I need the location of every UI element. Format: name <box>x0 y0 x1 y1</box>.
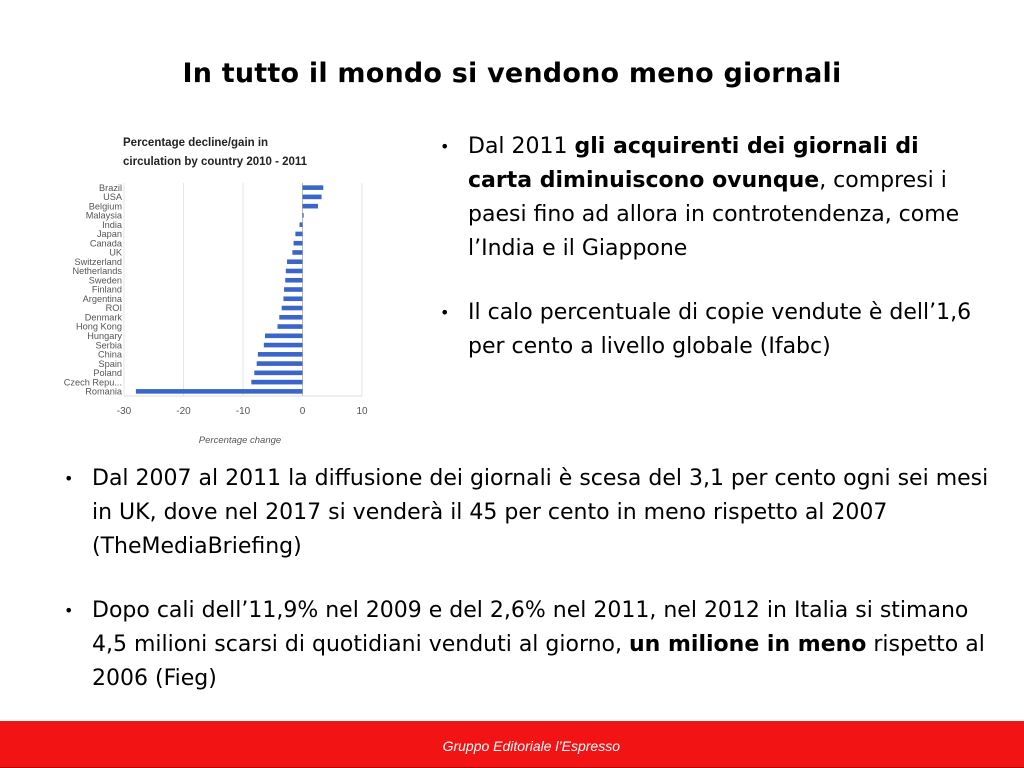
chart-tick-label: -10 <box>235 406 251 417</box>
chart-tick-label: 0 <box>299 406 306 417</box>
chart-bar <box>294 241 303 246</box>
slide-title: In tutto il mondo si vendono meno giornali <box>182 58 842 89</box>
bullet-marker: • <box>440 303 450 322</box>
chart-title-line: circulation by country 2010 - 2011 <box>123 156 308 168</box>
chart-bar <box>254 371 302 376</box>
right-bullet-list <box>440 130 988 394</box>
chart-bar <box>279 315 302 320</box>
chart-tick-label: 10 <box>356 406 368 417</box>
chart-tick-labels <box>117 406 368 417</box>
bullet-item <box>64 462 992 564</box>
bullet-item <box>64 594 992 696</box>
circulation-bar-chart <box>50 128 390 450</box>
bullet-item <box>440 130 988 266</box>
chart-bar <box>303 195 322 200</box>
chart-bar <box>136 389 303 394</box>
chart-bar <box>284 287 302 292</box>
bullet-marker: • <box>64 601 74 620</box>
chart-category-label: Switzerland <box>74 256 122 267</box>
chart-category-label: Malaysia <box>85 210 122 221</box>
chart-category-label: ROI <box>105 303 122 314</box>
chart-category-label: Brazil <box>99 182 122 193</box>
chart-title-line: Percentage decline/gain in <box>123 137 269 149</box>
chart-category-label: USA <box>103 192 122 203</box>
chart-bar <box>257 361 303 366</box>
chart-category-label: Finland <box>91 284 122 295</box>
footer-publisher-text: Gruppo Editoriale l’Espresso <box>442 738 620 754</box>
chart-bar <box>286 269 303 274</box>
bullet-marker: • <box>64 469 74 488</box>
chart-bar <box>303 204 318 209</box>
bullet-text: , compresi i paesi fino ad allora in controtendenza, come l’India e il Giappone <box>468 168 960 261</box>
chart-category-label: Japan <box>96 229 122 240</box>
chart-category-labels <box>64 183 123 397</box>
chart-category-label: India <box>102 219 122 230</box>
chart-category-label: Belgium <box>88 201 122 212</box>
chart-category-label: Serbia <box>95 340 122 351</box>
chart-bar <box>300 222 303 227</box>
chart-title <box>123 137 308 168</box>
chart-bar <box>303 185 324 190</box>
chart-bar <box>303 213 304 218</box>
chart-category-label: UK <box>109 247 122 258</box>
bullet-text: rispetto al 2006 (Fieg) <box>92 632 985 691</box>
chart-tick-label: -30 <box>116 406 132 417</box>
chart-category-label: China <box>97 349 122 360</box>
chart-category-label: Canada <box>89 238 122 249</box>
chart-category-label: Argentina <box>82 293 122 304</box>
bullet-text-bold: un milione in meno <box>629 632 867 657</box>
chart-bar <box>258 352 303 357</box>
chart-grid <box>124 183 362 396</box>
chart-bar <box>295 232 302 237</box>
bullet-text: Il calo percentuale di copie vendute è dell’1,6 per cento a livello globale (Ifabc) <box>468 300 972 359</box>
chart-tick-label: -20 <box>176 406 191 417</box>
bullet-text: Dal 2007 al 2011 la diffusione dei giornali è scesa del 3,1 per cento ogni sei mesi in UK, dove nel 2017 si venderà il 45 per cento in meno rispetto al 2007 (TheMediaBriefing) <box>92 466 989 559</box>
chart-bar <box>278 324 303 329</box>
chart-category-label: Hungary <box>87 331 122 342</box>
bullet-item <box>440 296 988 364</box>
chart-bar <box>264 343 303 348</box>
chart-category-label: Hong Kong <box>76 321 122 332</box>
chart-category-label: Spain <box>98 358 122 369</box>
chart-category-label: Sweden <box>88 275 122 286</box>
chart-category-label: Netherlands <box>72 266 122 277</box>
bottom-bullet-list <box>64 462 992 726</box>
chart-category-label: Poland <box>93 368 122 379</box>
chart-bar <box>283 296 302 301</box>
chart-bars <box>136 185 323 393</box>
chart-bar <box>285 278 302 283</box>
chart-bar <box>282 306 303 311</box>
bullet-text: Dal 2011 <box>468 134 575 159</box>
chart-category-label: Czech Repu... <box>63 377 122 388</box>
chart-bar <box>265 334 302 339</box>
chart-category-label: Romania <box>85 386 122 397</box>
bullet-text: Dopo cali dell’11,9% nel 2009 e del 2,6% nel 2011, nel 2012 in Italia si stimano 4,5 milioni scarsi di quotidiani venduti al giorno, <box>92 598 969 657</box>
chart-bar <box>292 250 302 255</box>
chart-x-axis-label: Percentage change <box>198 435 282 446</box>
footer-bar <box>0 720 1024 768</box>
bullet-marker: • <box>440 137 450 156</box>
chart-category-label: Denmark <box>84 312 122 323</box>
chart-bar <box>251 380 302 385</box>
chart-bar <box>287 259 302 264</box>
bullet-text-bold: gli acquirenti dei giornali di carta diminuiscono ovunque <box>468 134 919 193</box>
